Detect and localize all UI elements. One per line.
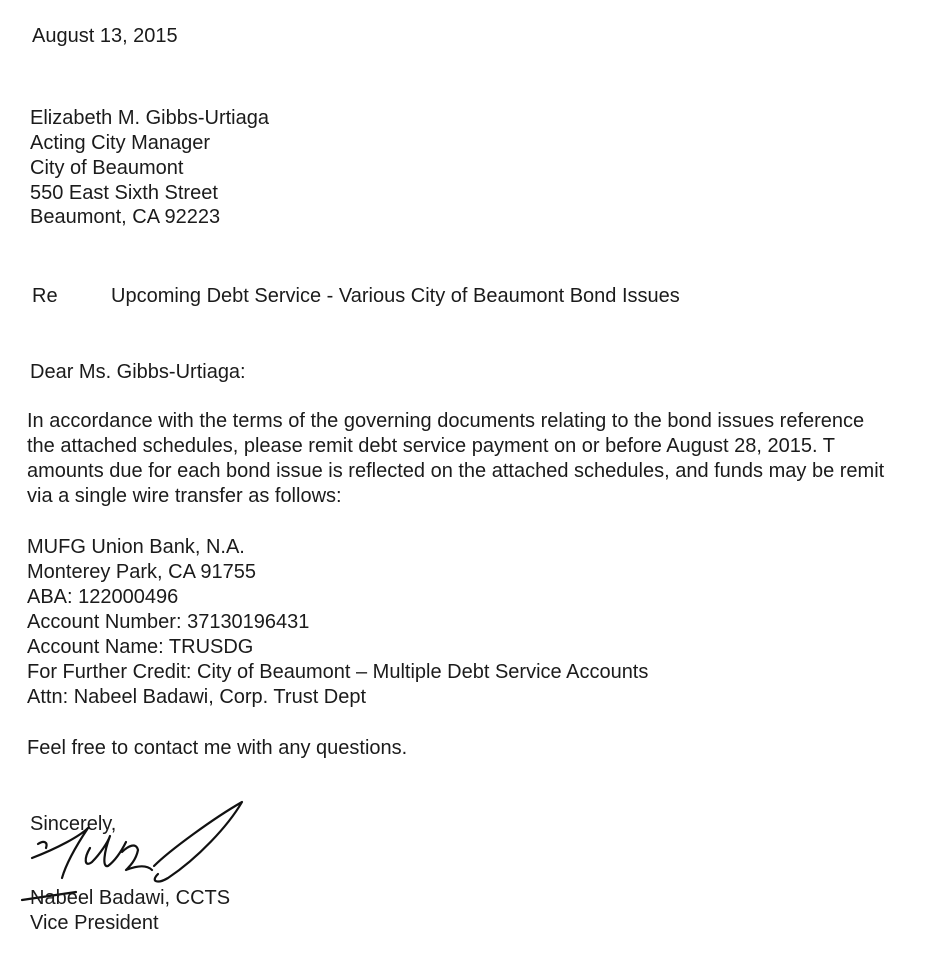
recipient-name: Elizabeth M. Gibbs-Urtiaga (30, 107, 269, 129)
closing: Sincerely, (30, 813, 117, 835)
body-line: In accordance with the terms of the governing documents relating to the bond issues reference (27, 410, 865, 432)
signer-title: Vice President (30, 912, 159, 934)
recipient-title: Acting City Manager (30, 132, 211, 154)
recipient-city-state-zip: Beaumont, CA 92223 (30, 206, 221, 228)
signer-name: Nabeel Badawi, CCTS (30, 887, 231, 909)
wire-account-number: Account Number: 37130196431 (27, 611, 310, 633)
wire-further-credit: For Further Credit: City of Beaumont – Multiple Debt Service Accounts (27, 661, 649, 683)
wire-aba: ABA: 122000496 (27, 586, 179, 608)
re-subject: Upcoming Debt Service - Various City of Beaumont Bond Issues (111, 285, 680, 307)
wire-account-name: Account Name: TRUSDG (27, 636, 254, 658)
recipient-street: 550 East Sixth Street (30, 182, 218, 204)
body-line: via a single wire transfer as follows: (27, 485, 342, 507)
body-line: amounts due for each bond issue is reflected on the attached schedules, and funds may be remit (27, 460, 885, 482)
re-label: Re (32, 285, 58, 307)
body-line: the attached schedules, please remit debt service payment on or before August 28, 2015. T (27, 435, 835, 457)
closing-note: Feel free to contact me with any questions. (27, 737, 408, 759)
recipient-organization: City of Beaumont (30, 157, 184, 179)
wire-location: Monterey Park, CA 91755 (27, 561, 257, 583)
wire-bank: MUFG Union Bank, N.A. (27, 536, 245, 558)
salutation: Dear Ms. Gibbs-Urtiaga: (30, 361, 246, 383)
wire-attn: Attn: Nabeel Badawi, Corp. Trust Dept (27, 686, 367, 708)
letter-date: August 13, 2015 (32, 25, 178, 47)
